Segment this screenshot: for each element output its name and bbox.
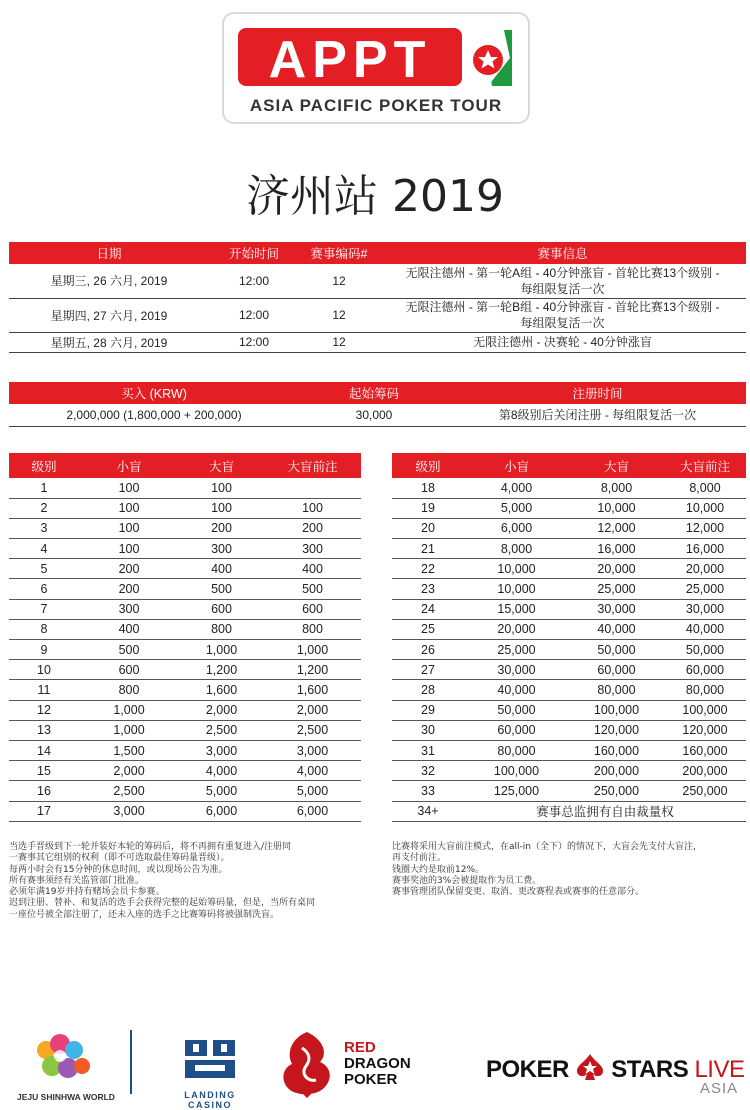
blind-level-row <box>9 619 361 639</box>
blind-level: 12 <box>9 700 79 720</box>
blind-level-row <box>9 478 361 498</box>
blind-level: 26 <box>392 640 464 660</box>
blind-level: 11 <box>9 680 79 700</box>
big-blind-ante: 100 <box>264 498 361 518</box>
rules-notes-right <box>392 842 742 898</box>
appt-logo <box>222 12 530 124</box>
buyin-header-row <box>9 382 746 404</box>
jeju-shinhwa-text: JEJU SHINHWA WORLD <box>17 1092 115 1102</box>
big-blind-ante: 16,000 <box>664 539 746 559</box>
small-blind: 8,000 <box>464 539 569 559</box>
big-blind-ante: 3,000 <box>264 740 361 760</box>
blind-level-row <box>9 579 361 599</box>
rule-note-line: 一赛事其它组别的权利（即不可选取最佳筹码量晋级）。 <box>9 853 230 864</box>
rule-note-line: 一座位号被全部注册了，还未入座的选手之比赛筹码将被强制洗盲。 <box>9 909 280 920</box>
small-blind: 2,000 <box>79 761 179 781</box>
buyin-stack: 30,000 <box>299 404 449 426</box>
big-blind-ante: 50,000 <box>664 640 746 660</box>
rule-note-line: 赛事管理团队保留变更、取消、更改赛程表或赛事的任意部分。 <box>392 887 645 898</box>
blinds-header-ante: 大盲前注 <box>664 453 746 478</box>
blind-level-row <box>392 680 746 700</box>
blind-level-row <box>392 478 746 498</box>
small-blind: 25,000 <box>464 640 569 660</box>
small-blind: 300 <box>79 599 179 619</box>
big-blind-ante: 300 <box>264 539 361 559</box>
blind-level: 19 <box>392 498 464 518</box>
big-blind: 8,000 <box>569 478 664 498</box>
blind-level: 30 <box>392 720 464 740</box>
small-blind: 40,000 <box>464 680 569 700</box>
blind-level: 10 <box>9 660 79 680</box>
small-blind: 125,000 <box>464 781 569 801</box>
blinds-header-small: 小盲 <box>464 453 569 478</box>
buyin-header-reg: 注册时间 <box>449 382 746 404</box>
small-blind: 10,000 <box>464 579 569 599</box>
blind-level: 15 <box>9 761 79 781</box>
blind-level-row <box>9 640 361 660</box>
blind-level: 29 <box>392 700 464 720</box>
blind-level-row <box>9 801 361 821</box>
blind-level: 31 <box>392 740 464 760</box>
schedule-header-code: 赛事编码# <box>299 242 379 264</box>
small-blind: 200 <box>79 559 179 579</box>
blind-level-row-final <box>392 801 746 821</box>
big-blind-ante <box>264 478 361 498</box>
blind-level: 28 <box>392 680 464 700</box>
blinds-header-row <box>392 453 746 478</box>
pokerstars-word-live: LIVE <box>694 1056 745 1083</box>
blind-level: 21 <box>392 539 464 559</box>
red-dragon-word-dragon: DRAGON <box>344 1055 411 1072</box>
blind-level: 13 <box>9 720 79 740</box>
blind-level-row <box>9 781 361 801</box>
big-blind: 120,000 <box>569 720 664 740</box>
director-discretion-note: 赛事总监拥有自由裁量权 <box>464 801 746 821</box>
rule-note-line: 每两小时会有15分钟的休息时间，或以现场公告为准。 <box>9 864 228 875</box>
buyin-header-stack: 起始筹码 <box>299 382 449 404</box>
pokerstars-asia-text: ASIA <box>700 1080 739 1097</box>
blind-level-row <box>9 660 361 680</box>
blind-level: 24 <box>392 599 464 619</box>
schedule-header-date: 日期 <box>9 242 209 264</box>
small-blind: 600 <box>79 660 179 680</box>
big-blind-ante: 60,000 <box>664 660 746 680</box>
blind-level: 2 <box>9 498 79 518</box>
blind-level: 7 <box>9 599 79 619</box>
blinds-header-level: 级别 <box>392 453 464 478</box>
small-blind: 800 <box>79 680 179 700</box>
schedule-code: 12 <box>299 298 379 332</box>
big-blind-ante: 5,000 <box>264 781 361 801</box>
schedule-info-line2: 每组限复活一次 <box>520 281 605 296</box>
small-blind: 1,500 <box>79 740 179 760</box>
blind-level: 14 <box>9 740 79 760</box>
big-blind: 3,000 <box>179 740 264 760</box>
blind-level-row <box>392 599 746 619</box>
big-blind-ante: 2,500 <box>264 720 361 740</box>
pokerstars-word-stars: STARS <box>611 1056 689 1083</box>
blind-level-row <box>392 660 746 680</box>
schedule-info-line2: 每组限复活一次 <box>520 316 605 330</box>
blind-level: 20 <box>392 518 464 538</box>
schedule-date: 星期四, 27 六月, 2019 <box>9 298 209 332</box>
big-blind: 4,000 <box>179 761 264 781</box>
red-dragon-word-poker: POKER <box>344 1071 398 1088</box>
landing-casino-emblem-icon <box>165 1030 255 1086</box>
schedule-date: 星期五, 28 六月, 2019 <box>9 332 209 352</box>
blind-level: 4 <box>9 539 79 559</box>
blinds-header-big: 大盲 <box>179 453 264 478</box>
schedule-code: 12 <box>299 264 379 298</box>
blind-level-row <box>9 518 361 538</box>
schedule-time: 12:00 <box>209 298 299 332</box>
blind-level-row <box>392 640 746 660</box>
big-blind-ante: 160,000 <box>664 740 746 760</box>
big-blind: 200,000 <box>569 761 664 781</box>
small-blind: 10,000 <box>464 559 569 579</box>
blind-level: 34+ <box>392 801 464 821</box>
pokerstars-spade-icon <box>575 1052 605 1082</box>
blind-level-row <box>9 761 361 781</box>
rule-note-line: 当选手晋级到下一轮并装好本轮的筹码后，将不再拥有重复进入/注册同 <box>9 842 292 852</box>
buyin-row <box>9 404 746 426</box>
blinds-header-row <box>9 453 361 478</box>
big-blind: 500 <box>179 579 264 599</box>
big-blind-ante: 400 <box>264 559 361 579</box>
big-blind-ante: 20,000 <box>664 559 746 579</box>
small-blind: 5,000 <box>464 498 569 518</box>
big-blind: 16,000 <box>569 539 664 559</box>
small-blind: 500 <box>79 640 179 660</box>
blind-level-row <box>9 498 361 518</box>
big-blind: 100,000 <box>569 700 664 720</box>
schedule-info-line1: 无限注德州 - 第一轮B组 - 40分钟涨盲 - 首轮比赛13个级别 - <box>405 300 720 314</box>
big-blind-ante: 200 <box>264 518 361 538</box>
jeju-shinhwa-logo <box>6 1028 126 1100</box>
blind-level: 3 <box>9 518 79 538</box>
small-blind: 4,000 <box>464 478 569 498</box>
big-blind: 160,000 <box>569 740 664 760</box>
blind-level-row <box>9 720 361 740</box>
big-blind: 1,200 <box>179 660 264 680</box>
small-blind: 30,000 <box>464 660 569 680</box>
red-dragon-poker-text <box>344 1040 411 1088</box>
schedule-row <box>9 332 746 352</box>
big-blind-ante: 4,000 <box>264 761 361 781</box>
big-blind: 200 <box>179 518 264 538</box>
appt-logo-subtitle: ASIA PACIFIC POKER TOUR <box>249 96 503 115</box>
blinds-header-level: 级别 <box>9 453 79 478</box>
big-blind-ante: 800 <box>264 619 361 639</box>
schedule-header-time: 开始时间 <box>209 242 299 264</box>
big-blind-ante: 600 <box>264 599 361 619</box>
blind-level: 16 <box>9 781 79 801</box>
blind-level-row <box>9 559 361 579</box>
rules-notes-left <box>9 842 364 921</box>
red-dragon-icon <box>272 1028 342 1100</box>
schedule-date: 星期三, 26 六月, 2019 <box>9 264 209 298</box>
red-dragon-word-red: RED <box>344 1039 376 1056</box>
schedule-info: 无限注德州 - 决赛轮 - 40分钟涨盲 <box>379 332 746 352</box>
big-blind: 50,000 <box>569 640 664 660</box>
big-blind-ante: 30,000 <box>664 599 746 619</box>
big-blind-ante: 1,200 <box>264 660 361 680</box>
buyin-header-amount: 买入 (KRW) <box>9 382 299 404</box>
blind-level-row <box>9 680 361 700</box>
blind-level: 33 <box>392 781 464 801</box>
jeju-shinhwa-emblem-icon <box>6 1028 126 1090</box>
blind-level: 5 <box>9 559 79 579</box>
big-blind-ante: 120,000 <box>664 720 746 740</box>
blind-level-row <box>392 781 746 801</box>
big-blind: 250,000 <box>569 781 664 801</box>
big-blind: 300 <box>179 539 264 559</box>
schedule-info <box>379 264 746 298</box>
big-blind: 12,000 <box>569 518 664 538</box>
blind-level: 1 <box>9 478 79 498</box>
big-blind-ante: 1,000 <box>264 640 361 660</box>
big-blind-ante: 250,000 <box>664 781 746 801</box>
blind-level-row <box>9 740 361 760</box>
blinds-header-big: 大盲 <box>569 453 664 478</box>
big-blind-ante: 200,000 <box>664 761 746 781</box>
schedule-code: 12 <box>299 332 379 352</box>
blind-level-row <box>392 619 746 639</box>
schedule-row <box>9 264 746 298</box>
big-blind: 1,600 <box>179 680 264 700</box>
blinds-header-ante: 大盲前注 <box>264 453 361 478</box>
blind-structure-table-right <box>392 453 746 822</box>
small-blind: 1,000 <box>79 700 179 720</box>
big-blind: 100 <box>179 498 264 518</box>
big-blind: 60,000 <box>569 660 664 680</box>
rule-note-line: 必须年满19岁并持有赌场会员卡参赛。 <box>9 887 165 898</box>
small-blind: 100 <box>79 539 179 559</box>
small-blind: 100,000 <box>464 761 569 781</box>
footer-divider <box>130 1030 132 1094</box>
rule-note-line: 比赛将采用大盲前注模式，在all-in（全下）的情况下，大盲会先支付大盲注， <box>392 842 702 852</box>
small-blind: 15,000 <box>464 599 569 619</box>
big-blind-ante: 40,000 <box>664 619 746 639</box>
sponsor-footer <box>0 1020 750 1110</box>
small-blind: 200 <box>79 579 179 599</box>
big-blind: 1,000 <box>179 640 264 660</box>
rule-note-line: 赛事奖池的3%会被提取作为员工费。 <box>392 875 542 886</box>
big-blind-ante: 10,000 <box>664 498 746 518</box>
big-blind: 5,000 <box>179 781 264 801</box>
buyin-amount: 2,000,000 (1,800,000 + 200,000) <box>9 404 299 426</box>
big-blind: 400 <box>179 559 264 579</box>
small-blind: 50,000 <box>464 700 569 720</box>
landing-casino-text: LANDING CASINO <box>184 1090 236 1110</box>
small-blind: 100 <box>79 478 179 498</box>
blind-level: 22 <box>392 559 464 579</box>
big-blind-ante: 2,000 <box>264 700 361 720</box>
schedule-time: 12:00 <box>209 332 299 352</box>
big-blind: 25,000 <box>569 579 664 599</box>
blind-level: 32 <box>392 761 464 781</box>
small-blind: 20,000 <box>464 619 569 639</box>
big-blind: 10,000 <box>569 498 664 518</box>
buyin-table <box>9 382 746 427</box>
blind-level: 18 <box>392 478 464 498</box>
big-blind-ante: 100,000 <box>664 700 746 720</box>
spade-heart-icon <box>462 28 514 86</box>
big-blind: 30,000 <box>569 599 664 619</box>
small-blind: 100 <box>79 518 179 538</box>
blind-level: 8 <box>9 619 79 639</box>
appt-logo-text: APPT <box>268 31 432 89</box>
rule-note-line: 所有赛事须经有关监管部门批准。 <box>9 875 145 886</box>
small-blind: 60,000 <box>464 720 569 740</box>
big-blind: 800 <box>179 619 264 639</box>
blind-level-row <box>392 559 746 579</box>
big-blind: 600 <box>179 599 264 619</box>
small-blind: 400 <box>79 619 179 639</box>
blind-level: 25 <box>392 619 464 639</box>
blind-level: 9 <box>9 640 79 660</box>
small-blind: 3,000 <box>79 801 179 821</box>
big-blind-ante: 8,000 <box>664 478 746 498</box>
blind-level-row <box>392 539 746 559</box>
small-blind: 6,000 <box>464 518 569 538</box>
big-blind: 2,500 <box>179 720 264 740</box>
schedule-header-info: 赛事信息 <box>379 242 746 264</box>
blind-level-row <box>392 518 746 538</box>
landing-casino-logo <box>165 1030 255 1110</box>
big-blind: 40,000 <box>569 619 664 639</box>
blind-level-row <box>392 700 746 720</box>
schedule-time: 12:00 <box>209 264 299 298</box>
page-title: 济州站 2019 <box>246 171 504 222</box>
blind-level-row <box>392 740 746 760</box>
big-blind-ante: 500 <box>264 579 361 599</box>
schedule-header-row <box>9 242 746 264</box>
schedule-info-line1: 无限注德州 - 第一轮A组 - 40分钟涨盲 - 首轮比赛13个级别 - <box>405 265 720 280</box>
big-blind: 80,000 <box>569 680 664 700</box>
blind-level-row <box>9 700 361 720</box>
schedule-info <box>379 298 746 332</box>
blind-level-row <box>9 599 361 619</box>
big-blind: 100 <box>179 478 264 498</box>
big-blind-ante: 1,600 <box>264 680 361 700</box>
blinds-header-small: 小盲 <box>79 453 179 478</box>
big-blind-ante: 12,000 <box>664 518 746 538</box>
blind-level-row <box>392 720 746 740</box>
blind-level-row <box>392 579 746 599</box>
appt-logo-banner <box>238 28 462 89</box>
rule-note-line: 迟到注册、替补、和复活的选手会获得完整的起始筹码量，但是，当所有桌同 <box>9 898 316 909</box>
small-blind: 1,000 <box>79 720 179 740</box>
big-blind: 2,000 <box>179 700 264 720</box>
blind-level-row <box>392 498 746 518</box>
blind-level-row <box>392 761 746 781</box>
big-blind-ante: 25,000 <box>664 579 746 599</box>
blind-structure-table-left <box>9 453 361 822</box>
rule-note-line: 再支付前注。 <box>392 853 447 864</box>
big-blind-ante: 6,000 <box>264 801 361 821</box>
small-blind: 2,500 <box>79 781 179 801</box>
small-blind: 80,000 <box>464 740 569 760</box>
small-blind: 100 <box>79 498 179 518</box>
rule-note-line: 钱圈大约是取前12%。 <box>392 864 485 875</box>
blind-level-row <box>9 539 361 559</box>
big-blind: 6,000 <box>179 801 264 821</box>
buyin-reg: 第8级别后关闭注册 - 每组限复活一次 <box>449 404 746 426</box>
big-blind: 20,000 <box>569 559 664 579</box>
blind-level: 27 <box>392 660 464 680</box>
pokerstars-word-poker: POKER <box>486 1056 569 1083</box>
blind-level: 6 <box>9 579 79 599</box>
blind-level: 17 <box>9 801 79 821</box>
schedule-table <box>9 242 746 353</box>
schedule-row <box>9 298 746 332</box>
big-blind-ante: 80,000 <box>664 680 746 700</box>
blind-level: 23 <box>392 579 464 599</box>
